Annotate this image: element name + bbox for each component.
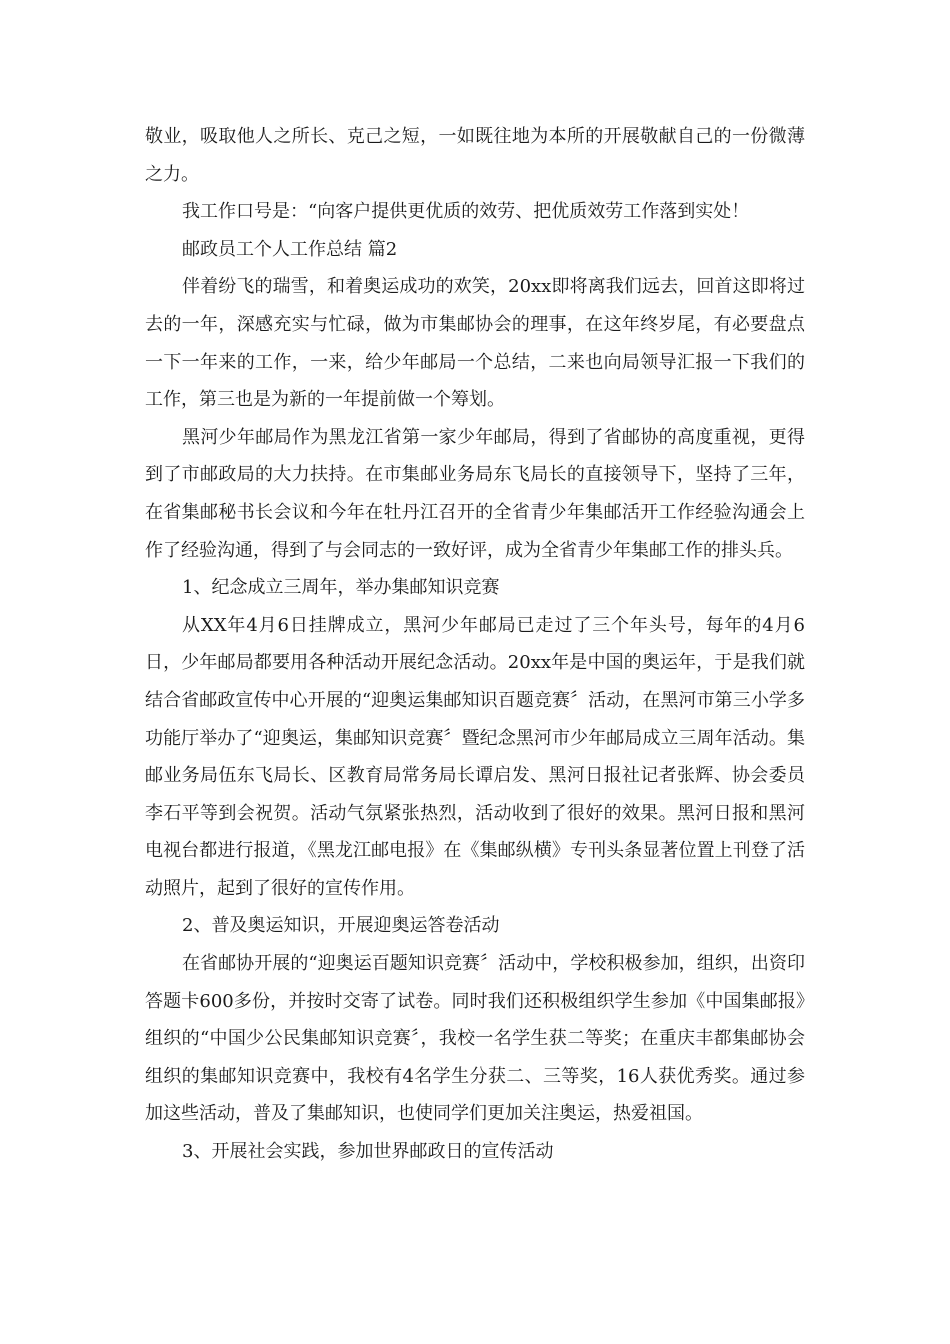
document-page — [145, 118, 805, 1171]
paragraph-slogan: 我工作口号是：“向客户提供更优质的效劳、把优质效劳工作落到实处！ — [182, 201, 750, 223]
subheading-2: 2、普及奥运知识，开展迎奥运答卷活动 — [182, 915, 500, 937]
subheading-3: 3、开展社会实践，参加世界邮政日的宣传活动 — [182, 1141, 554, 1163]
paragraph-background: 黑河少年邮局作为黑龙江省第一家少年邮局，得到了省邮协的高度重视，更得到了市邮政局的大力扶持。在市集邮业务局东飞局长的直接领导下，坚持了三年，在省集邮秘书长会议和今年在牡丹江召开的全省青少年集邮活开工作经验沟通会上作了经验沟通，得到了与会同志的一致好评，成为全省青少年集邮工作的排头兵。 — [145, 426, 805, 561]
paragraph-item-1: 从XX年4月6日挂牌成立，黑河少年邮局已走过了三个年头号，每年的4月6日，少年邮局都要用各种活动开展纪念活动。20xx年是中国的奥运年，于是我们就结合省邮政宣传中心开展的“迎奥运集邮知识百题竞赛〞活动，在黑河市第三小学多功能厅举办了“迎奥运，集邮知识竞赛〞暨纪念黑河市少年邮局成立三周年活动。集邮业务局伍东飞局长、区教育局常务局长谭启发、黑河日报社记者张辉、协会委员李石平等到会祝贺。活动气氛紧张热烈，活动收到了很好的效果。黑河日报和黑河电视台都进行报道，《黑龙江邮电报》在《集邮纵横》专刊头条显著位置上刊登了活动照片，起到了很好的宣传作用。 — [145, 614, 805, 899]
section-title: 邮政员工个人工作总结 篇2 — [182, 238, 398, 260]
paragraph-intro: 伴着纷飞的瑞雪，和着奥运成功的欢笑，20xx即将离我们远去，回首这即将过去的一年，深感充实与忙碌，做为市集邮协会的理事，在这年终岁尾，有必要盘点一下一年来的工作，一来，给少年邮局一个总结，二来也向局领导汇报一下我们的工作，第三也是为新的一年提前做一个筹划。 — [145, 276, 805, 411]
paragraph-item-2: 在省邮协开展的“迎奥运百题知识竞赛〞活动中，学校积极参加，组织，出资印答题卡600多份，并按时交寄了试卷。同时我们还积极组织学生参加《中国集邮报》组织的“中国少公民集邮知识竞赛〞，我校一名学生获二等奖；在重庆丰都集邮协会组织的集邮知识竞赛中，我校有4名学生分获二、三等奖，16人获优秀奖。通过参加这些活动，普及了集邮知识，也使同学们更加关注奥运，热爱祖国。 — [145, 953, 805, 1125]
paragraph-continuation: 敬业，吸取他人之所长、克己之短，一如既往地为本所的开展敬献自己的一份微薄之力。 — [145, 126, 805, 185]
subheading-1: 1、纪念成立三周年，举办集邮知识竞赛 — [182, 577, 500, 599]
